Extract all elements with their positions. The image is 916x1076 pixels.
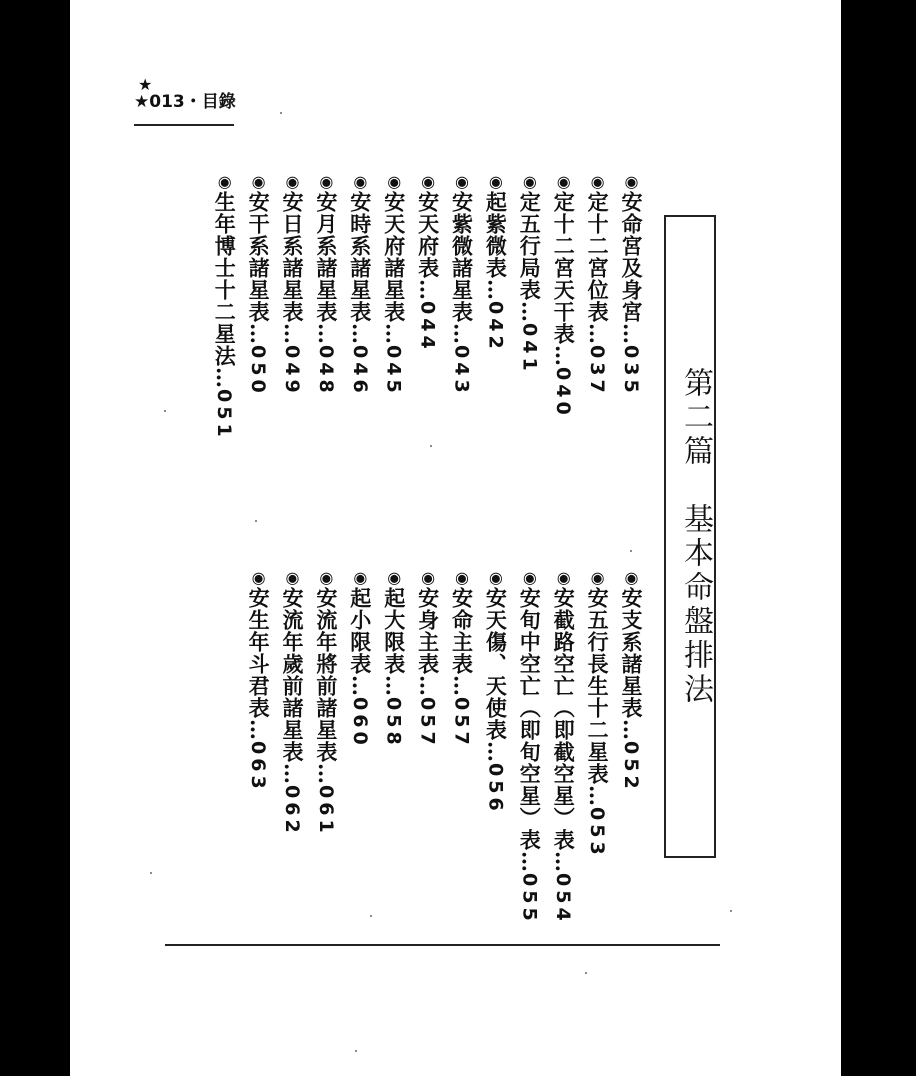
toc-entry-label: 安天府諸星表… bbox=[381, 191, 407, 345]
scan-speck bbox=[150, 872, 152, 874]
toc-entry-label: 安流年歲前諸星表… bbox=[280, 587, 305, 785]
scan-speck bbox=[164, 410, 166, 412]
toc-entry-page: 060 bbox=[348, 697, 371, 749]
bullet-icon: ◉ bbox=[418, 568, 438, 587]
toc-entry-page: 062 bbox=[281, 785, 303, 837]
toc-entry-label: 生年博士十二星法… bbox=[212, 191, 238, 389]
toc-entry bbox=[246, 172, 270, 397]
header-divider bbox=[134, 124, 234, 126]
toc-entry bbox=[314, 568, 338, 837]
toc-entry-label: 起小限表… bbox=[347, 587, 373, 697]
toc-entry bbox=[348, 568, 372, 749]
bullet-icon: ◉ bbox=[588, 568, 608, 587]
toc-entry-page: 056 bbox=[484, 763, 507, 815]
toc-entry bbox=[483, 172, 507, 353]
toc-entry-page: 043 bbox=[450, 345, 473, 397]
bullet-icon: ◉ bbox=[384, 568, 404, 587]
toc-entry-label: 安干系諸星表… bbox=[246, 191, 272, 345]
toc-entry-page: 040 bbox=[552, 367, 575, 419]
section-title-box bbox=[664, 215, 716, 858]
toc-entry-page: 051 bbox=[213, 389, 236, 441]
toc-entry bbox=[450, 568, 474, 749]
toc-entry-page: 057 bbox=[416, 697, 439, 749]
page-header bbox=[134, 75, 236, 112]
bullet-icon: ◉ bbox=[283, 568, 302, 587]
bullet-icon: ◉ bbox=[418, 172, 438, 191]
toc-entry bbox=[382, 172, 406, 397]
toc-entry bbox=[585, 172, 609, 397]
toc-entry bbox=[483, 568, 507, 815]
toc-entry bbox=[280, 172, 304, 397]
bullet-icon: ◉ bbox=[554, 172, 574, 191]
page-number-label: ★013・目錄 bbox=[134, 92, 236, 112]
bullet-icon: ◉ bbox=[452, 172, 472, 191]
toc-entry-label: 安天府表… bbox=[415, 191, 441, 301]
toc-entry bbox=[450, 172, 474, 397]
toc-entry-label: 起大限表… bbox=[381, 587, 407, 697]
toc-entry-label: 安日系諸星表… bbox=[280, 191, 305, 345]
bullet-icon: ◉ bbox=[520, 568, 540, 587]
toc-entry-page: 041 bbox=[518, 323, 541, 375]
toc-entry-page: 035 bbox=[620, 345, 642, 397]
toc-entry-label: 安旬中空亡（即旬空星）表… bbox=[517, 587, 543, 873]
bullet-icon: ◉ bbox=[588, 172, 608, 191]
bullet-icon: ◉ bbox=[520, 172, 540, 191]
bullet-icon: ◉ bbox=[554, 568, 574, 587]
toc-entry-label: 安命主表… bbox=[449, 587, 475, 697]
toc-entry-page: 044 bbox=[416, 301, 439, 353]
toc-entry bbox=[280, 568, 304, 837]
toc-entry-label: 安天傷、天使表… bbox=[483, 587, 509, 763]
scan-speck bbox=[430, 445, 432, 447]
toc-entry-page: 057 bbox=[450, 697, 473, 749]
bullet-icon: ◉ bbox=[350, 568, 370, 587]
toc-entry-label: 安身主表… bbox=[415, 587, 441, 697]
bullet-icon: ◉ bbox=[622, 172, 641, 191]
bullet-icon: ◉ bbox=[249, 568, 269, 587]
scan-speck bbox=[585, 972, 587, 974]
toc-entry-page: 063 bbox=[247, 741, 270, 793]
toc-entry-label: 安流年將前諸星表… bbox=[313, 587, 339, 785]
bullet-icon: ◉ bbox=[249, 172, 269, 191]
toc-entry-label: 安命宮及身宮… bbox=[619, 191, 644, 345]
toc-entry bbox=[314, 172, 338, 397]
toc-entry bbox=[348, 172, 372, 397]
toc-entry-page: 054 bbox=[552, 873, 575, 925]
toc-entry-label: 定十二宮位表… bbox=[585, 191, 611, 345]
toc-entry-page: 053 bbox=[586, 807, 609, 859]
book-page bbox=[70, 0, 841, 1076]
scan-speck bbox=[370, 915, 372, 917]
scan-speck bbox=[355, 1050, 357, 1052]
scan-speck bbox=[630, 550, 632, 552]
bullet-icon: ◉ bbox=[350, 172, 370, 191]
toc-entry-label: 安截路空亡（即截空星）表… bbox=[551, 587, 577, 873]
bullet-icon: ◉ bbox=[215, 172, 235, 191]
toc-entry-page: 049 bbox=[281, 345, 303, 397]
bullet-icon: ◉ bbox=[316, 568, 336, 587]
toc-entry bbox=[246, 568, 270, 793]
toc-entry-label: 安生年斗君表… bbox=[246, 587, 272, 741]
bullet-icon: ◉ bbox=[486, 568, 506, 587]
toc-entry-page: 037 bbox=[586, 345, 609, 397]
scan-speck bbox=[280, 112, 282, 114]
bullet-icon: ◉ bbox=[622, 568, 641, 587]
toc-entry bbox=[416, 172, 440, 353]
toc-entry-label: 安時系諸星表… bbox=[347, 191, 373, 345]
toc-entry-page: 055 bbox=[518, 873, 541, 925]
toc-entry-label: 安月系諸星表… bbox=[313, 191, 339, 345]
bullet-icon: ◉ bbox=[316, 172, 336, 191]
section-title: 第二篇 基本命盤排法 bbox=[678, 367, 713, 707]
toc-entry-label: 起紫微表… bbox=[483, 191, 509, 301]
toc-entry bbox=[585, 568, 609, 859]
toc-entry-label: 安五行長生十二星表… bbox=[585, 587, 611, 807]
star-icon: ★ bbox=[138, 75, 153, 94]
toc-entry-label: 安紫微諸星表… bbox=[449, 191, 475, 345]
toc-entry bbox=[212, 172, 236, 441]
scan-speck bbox=[730, 910, 732, 912]
toc-entry bbox=[517, 172, 541, 375]
toc-entry-page: 058 bbox=[382, 697, 405, 749]
toc-entry bbox=[619, 172, 643, 397]
bullet-icon: ◉ bbox=[384, 172, 404, 191]
toc-entry-page: 052 bbox=[620, 741, 642, 793]
toc-entry bbox=[551, 172, 575, 419]
toc-entry bbox=[416, 568, 440, 749]
toc-entry-page: 042 bbox=[484, 301, 507, 353]
toc-entry-label: 定十二宮天干表… bbox=[551, 191, 577, 367]
toc-entry bbox=[551, 568, 575, 925]
scan-speck bbox=[255, 520, 257, 522]
bullet-icon: ◉ bbox=[283, 172, 302, 191]
toc-entry-label: 定五行局表… bbox=[517, 191, 543, 323]
toc-entry bbox=[619, 568, 643, 793]
bullet-icon: ◉ bbox=[486, 172, 506, 191]
toc-entry-page: 050 bbox=[247, 345, 270, 397]
toc-entry-page: 045 bbox=[382, 345, 405, 397]
bottom-divider bbox=[165, 944, 720, 946]
toc-entry-page: 046 bbox=[348, 345, 371, 397]
toc-entry-page: 048 bbox=[314, 345, 337, 397]
toc-entry bbox=[517, 568, 541, 925]
toc-entry-label: 安支系諸星表… bbox=[619, 587, 644, 741]
bullet-icon: ◉ bbox=[452, 568, 472, 587]
toc-entry bbox=[382, 568, 406, 749]
toc-entry-page: 061 bbox=[314, 785, 337, 837]
